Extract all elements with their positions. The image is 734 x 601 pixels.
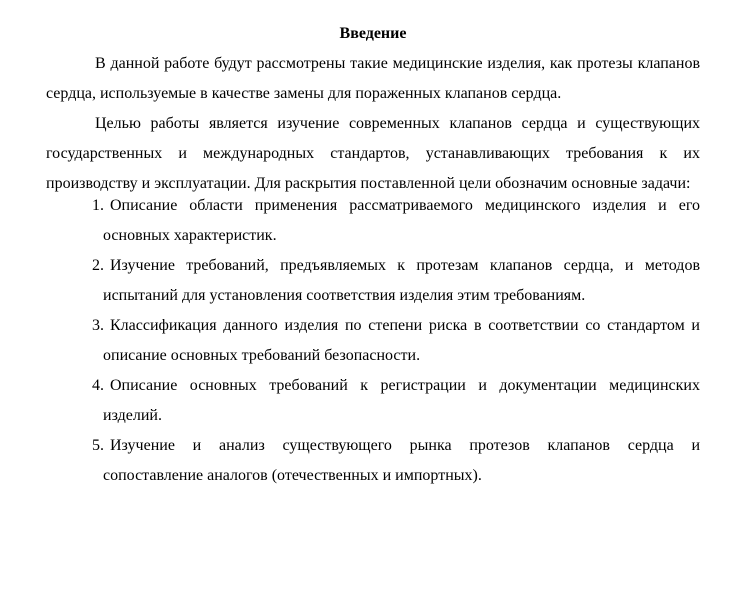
list-item-line: Классификация данного изделия по степени риска в соответствии со стандартом и bbox=[110, 317, 700, 334]
document-page bbox=[46, 19, 700, 491]
paragraph-intro bbox=[46, 49, 700, 109]
list-item-line: Изучение и анализ существующего рынка протезов клапанов сердца и bbox=[110, 437, 700, 454]
list-item bbox=[92, 431, 700, 491]
paragraph-line: Целью работы является изучение современных клапанов сердца и существующих bbox=[95, 115, 700, 132]
paragraph-goal bbox=[46, 109, 700, 199]
list-item bbox=[92, 371, 700, 431]
list-item-line: основных характеристик. bbox=[103, 227, 277, 244]
list-item-line: Описание основных требований к регистрации и документации медицинских bbox=[110, 377, 700, 394]
list-item-line: Изучение требований, предъявляемых к протезам клапанов сердца, и методов bbox=[110, 257, 700, 274]
list-item bbox=[92, 251, 700, 311]
list-item-line: Описание области применения рассматриваемого медицинского изделия и его bbox=[110, 197, 700, 214]
list-item bbox=[92, 191, 700, 251]
document-title: Введение bbox=[339, 25, 407, 42]
list-item-line: сопоставление аналогов (отечественных и импортных). bbox=[103, 467, 482, 484]
task-list bbox=[46, 191, 700, 491]
list-item-line: изделий. bbox=[103, 407, 162, 424]
paragraph-line: В данной работе будут рассмотрены такие медицинские изделия, как протезы клапанов bbox=[95, 55, 700, 72]
paragraph-line: государственных и международных стандартов, устанавливающих требования к их bbox=[46, 145, 700, 162]
list-item-number: 1. bbox=[92, 197, 104, 214]
paragraph-line: сердца, используемые в качестве замены для пораженных клапанов сердца. bbox=[46, 85, 562, 102]
paragraph-line: производству и эксплуатации. Для раскрытия поставленной цели обозначим основные задачи: bbox=[46, 175, 691, 192]
list-item bbox=[92, 311, 700, 371]
list-item-number: 5. bbox=[92, 437, 104, 454]
list-item-line: описание основных требований безопасности. bbox=[103, 347, 421, 364]
list-item-number: 2. bbox=[92, 257, 104, 274]
list-item-number: 4. bbox=[92, 377, 104, 394]
list-item-number: 3. bbox=[92, 317, 104, 334]
list-item-line: испытаний для установления соответствия изделия этим требованиям. bbox=[103, 287, 586, 304]
